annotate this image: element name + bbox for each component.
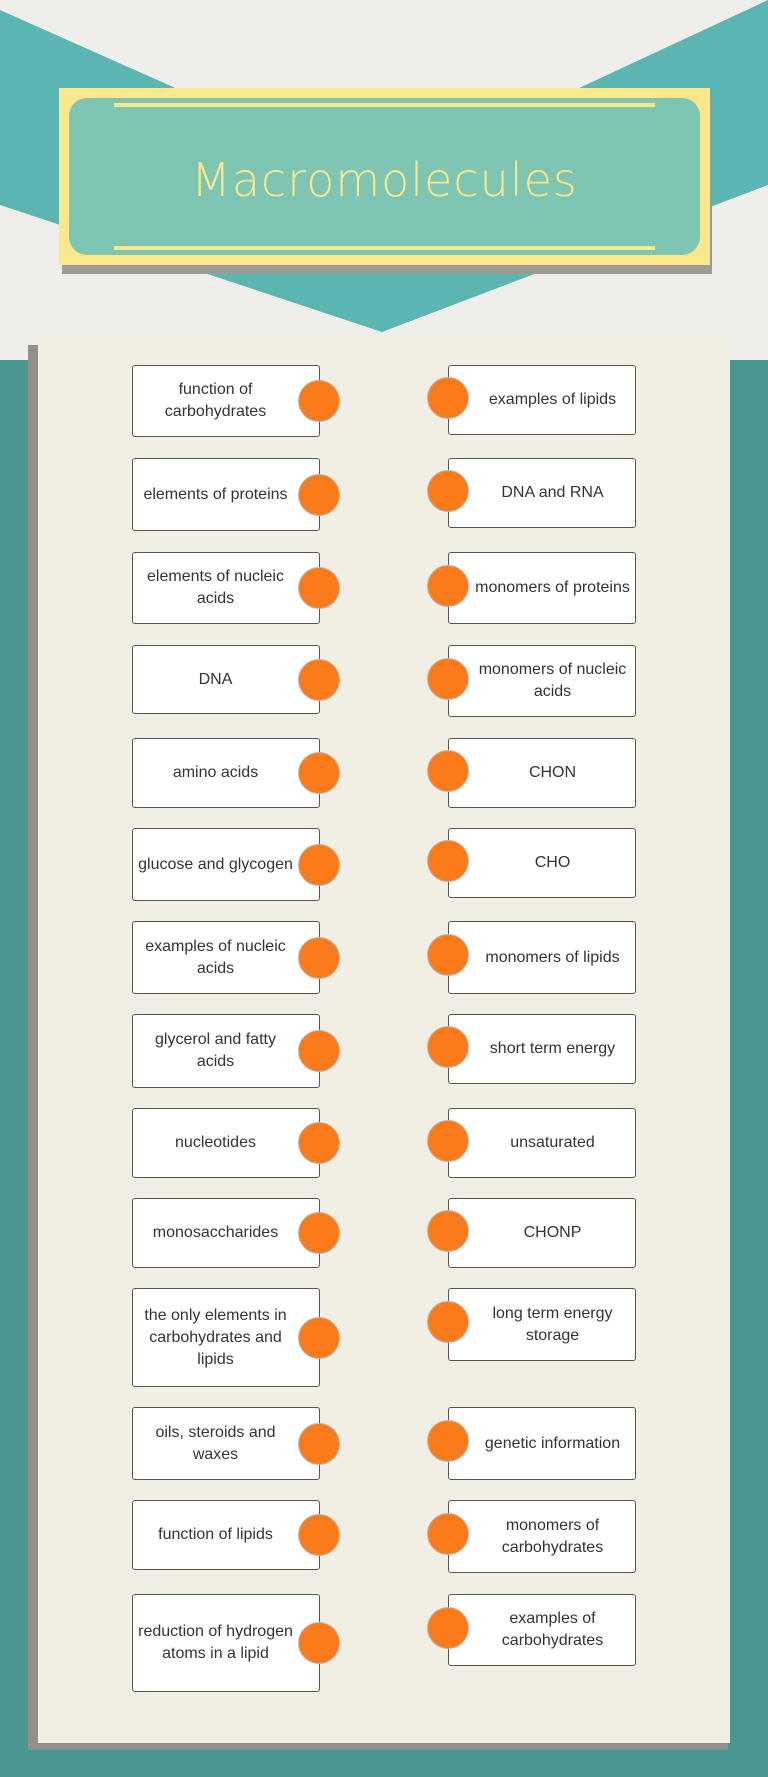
left-connector-dot[interactable] <box>298 567 340 609</box>
left-item[interactable] <box>132 1594 320 1692</box>
right-item[interactable] <box>448 1198 636 1268</box>
right-connector-dot[interactable] <box>427 1607 469 1649</box>
left-item[interactable] <box>132 1014 320 1088</box>
right-item[interactable] <box>448 645 636 717</box>
left-connector-dot[interactable] <box>298 1622 340 1664</box>
right-item[interactable] <box>448 1288 636 1361</box>
right-item[interactable] <box>448 1014 636 1084</box>
left-item[interactable] <box>132 458 320 531</box>
left-item[interactable] <box>132 1288 320 1387</box>
left-item-label: reduction of hydrogen atoms in a lipid <box>138 1623 293 1662</box>
left-item[interactable] <box>132 1500 320 1570</box>
left-item[interactable] <box>132 738 320 808</box>
divider <box>114 103 655 107</box>
left-item-label: function of carbohydrates <box>164 381 267 420</box>
left-item[interactable] <box>132 365 320 437</box>
left-item-label: elements of proteins <box>143 485 288 503</box>
right-item[interactable] <box>448 828 636 898</box>
right-item[interactable] <box>448 1500 636 1573</box>
right-item[interactable] <box>448 1108 636 1178</box>
divider <box>114 246 655 250</box>
right-item[interactable] <box>448 458 636 528</box>
left-item[interactable] <box>132 552 320 624</box>
title-banner <box>59 88 710 265</box>
right-item-label: short term energy <box>489 1040 616 1057</box>
right-item-label: unsaturated <box>510 1134 595 1151</box>
right-item[interactable] <box>448 552 636 624</box>
right-connector-dot[interactable] <box>427 1513 469 1555</box>
right-item-label: monomers of nucleic acids <box>478 661 627 700</box>
right-connector-dot[interactable] <box>427 1210 469 1252</box>
left-item-label: glucose and glycogen <box>138 855 293 873</box>
right-item-label: CHON <box>528 764 577 781</box>
right-connector-dot[interactable] <box>427 1420 469 1462</box>
left-item-label: glycerol and fatty acids <box>155 1031 276 1070</box>
left-item-label: the only elements in carbohydrates and lipids <box>144 1306 287 1368</box>
right-connector-dot[interactable] <box>427 1120 469 1162</box>
right-item-label: monomers of proteins <box>475 579 630 596</box>
left-item-label: amino acids <box>172 764 259 781</box>
right-connector-dot[interactable] <box>427 750 469 792</box>
right-item-label: CHONP <box>523 1224 582 1241</box>
right-item-label: CHO <box>534 854 571 871</box>
left-connector-dot[interactable] <box>298 937 340 979</box>
banner-inner <box>69 98 700 255</box>
left-connector-dot[interactable] <box>298 1317 340 1359</box>
right-connector-dot[interactable] <box>427 377 469 419</box>
right-connector-dot[interactable] <box>427 658 469 700</box>
left-connector-dot[interactable] <box>298 844 340 886</box>
right-connector-dot[interactable] <box>427 934 469 976</box>
left-connector-dot[interactable] <box>298 474 340 516</box>
left-connector-dot[interactable] <box>298 752 340 794</box>
left-connector-dot[interactable] <box>298 1122 340 1164</box>
right-item-label: long term energy storage <box>492 1304 613 1344</box>
left-connector-dot[interactable] <box>298 659 340 701</box>
left-item[interactable] <box>132 1108 320 1178</box>
left-connector-dot[interactable] <box>298 1212 340 1254</box>
right-item-label: monomers of lipids <box>485 948 620 966</box>
left-connector-dot[interactable] <box>298 1030 340 1072</box>
right-item[interactable] <box>448 1407 636 1480</box>
left-item[interactable] <box>132 828 320 901</box>
right-item[interactable] <box>448 365 636 435</box>
right-item-label: genetic information <box>484 1434 621 1452</box>
right-item[interactable] <box>448 738 636 808</box>
left-connector-dot[interactable] <box>298 1514 340 1556</box>
left-connector-dot[interactable] <box>298 1423 340 1465</box>
right-item[interactable] <box>448 921 636 994</box>
right-connector-dot[interactable] <box>427 1301 469 1343</box>
right-item-label: DNA and RNA <box>501 484 604 501</box>
left-connector-dot[interactable] <box>298 380 340 422</box>
right-connector-dot[interactable] <box>427 840 469 882</box>
right-item-label: monomers of carbohydrates <box>501 1516 604 1556</box>
right-item[interactable] <box>448 1594 636 1666</box>
right-connector-dot[interactable] <box>427 470 469 512</box>
left-item-label: monosaccharides <box>152 1224 279 1241</box>
page-title: Macromolecules <box>191 153 578 207</box>
right-connector-dot[interactable] <box>427 565 469 607</box>
left-item[interactable] <box>132 1407 320 1480</box>
right-item-label: examples of carbohydrates <box>501 1610 604 1649</box>
left-item-label: nucleotides <box>175 1134 256 1151</box>
left-item-label: function of lipids <box>158 1526 273 1543</box>
left-item-label: examples of nucleic acids <box>145 937 286 977</box>
left-item-label: DNA <box>198 670 233 688</box>
left-item[interactable] <box>132 1198 320 1268</box>
left-item-label: elements of nucleic acids <box>147 568 284 607</box>
right-connector-dot[interactable] <box>427 1026 469 1068</box>
right-item-label: examples of lipids <box>488 391 617 408</box>
left-item[interactable] <box>132 645 320 714</box>
left-item-label: oils, steroids and waxes <box>155 1423 276 1463</box>
left-item[interactable] <box>132 921 320 994</box>
